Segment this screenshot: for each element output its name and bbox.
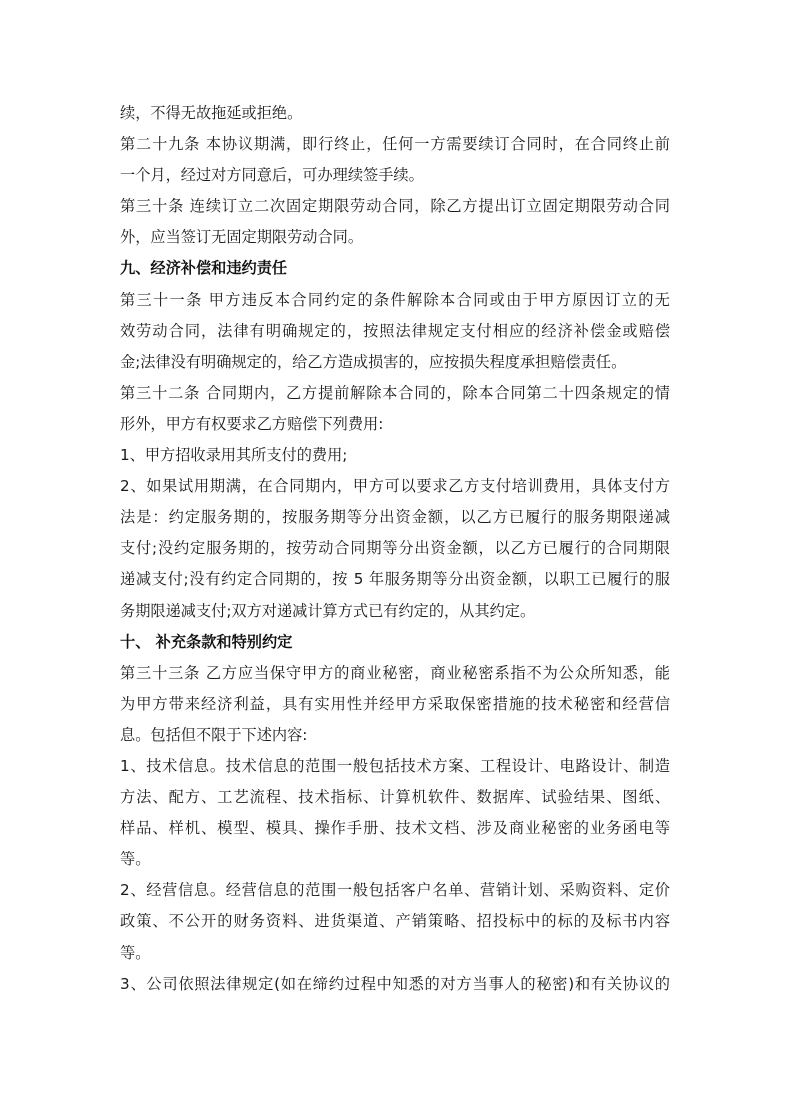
- text-line: 政策、不公开的财务资料、进货渠道、产销策略、招投标中的标的及标书内容: [120, 912, 670, 931]
- text-line: 一个月，经过对方同意后，可办理续签手续。: [120, 166, 424, 185]
- text-line: 方法、配方、工艺流程、技术指标、计算机软件、数据库、试验结果、图纸、: [120, 788, 670, 807]
- text-line: 等。: [120, 943, 151, 962]
- text-line: 第三十一条 甲方违反本合同约定的条件解除本合同或由于甲方原因订立的无: [120, 290, 670, 309]
- text-line: 2、经营信息。经营信息的范围一般包括客户名单、营销计划、采购资料、定价: [120, 881, 670, 900]
- text-line: 为甲方带来经济利益，具有实用性并经甲方采取保密措施的技术秘密和经营信: [120, 694, 670, 713]
- text-line: 样品、样机、模型、模具、操作手册、技术文档、涉及商业秘密的业务函电等: [120, 819, 670, 838]
- text-line: 法是：约定服务期的，按服务期等分出资金额，以乙方已履行的服务期限递减: [120, 508, 670, 527]
- text-line: 效劳动合同，法律有明确规定的，按照法律规定支付相应的经济补偿金或赔偿: [120, 321, 670, 340]
- text-line: 等。: [120, 850, 151, 869]
- text-line: 形外，甲方有权要求乙方赔偿下列费用:: [120, 414, 384, 433]
- text-line: 3、公司依照法律规定(如在缔约过程中知悉的对方当事人的秘密)和有关协议的: [120, 974, 670, 993]
- text-line: 续，不得无故拖延或拒绝。: [120, 104, 303, 122]
- text-line: 1、甲方招收录用其所支付的费用;: [120, 446, 348, 465]
- text-line: 支付;没约定服务期的，按劳动合同期等分出资金额，以乙方已履行的合同期限: [120, 539, 670, 558]
- text-line: 第三十二条 合同期内，乙方提前解除本合同的，除本合同第二十四条规定的情: [120, 383, 670, 402]
- text-line: 第三十条 连续订立二次固定期限劳动合同，除乙方提出订立固定期限劳动合同: [120, 197, 670, 216]
- text-line: 金;法律没有明确规定的，给乙方造成损害的，应按损失程度承担赔偿责任。: [120, 352, 627, 371]
- section-heading: 十、 补充条款和特别约定: [120, 632, 293, 651]
- text-line: 1、技术信息。技术信息的范围一般包括技术方案、工程设计、电路设计、制造: [120, 756, 670, 775]
- text-line: 务期限递减支付;双方对递减计算方式已有约定的，从其约定。: [120, 601, 536, 620]
- text-line: 外，应当签订无固定期限劳动合同。: [120, 228, 363, 247]
- text-line: 第二十九条 本协议期满，即行终止，任何一方需要续订合同时，在合同终止前: [120, 135, 670, 154]
- text-line: 息。包括但不限于下述内容:: [120, 725, 308, 744]
- text-line: 2、如果试用期满，在合同期内，甲方可以要求乙方支付培训费用，具体支付方: [120, 477, 670, 496]
- text-line: 递减支付;没有约定合同期的，按 5 年服务期等分出资金额，以职工已履行的服: [120, 570, 670, 589]
- text-line: 第三十三条 乙方应当保守甲方的商业秘密，商业秘密系指不为公众所知悉，能: [120, 663, 670, 682]
- section-heading: 九、经济补偿和违约责任: [120, 259, 288, 278]
